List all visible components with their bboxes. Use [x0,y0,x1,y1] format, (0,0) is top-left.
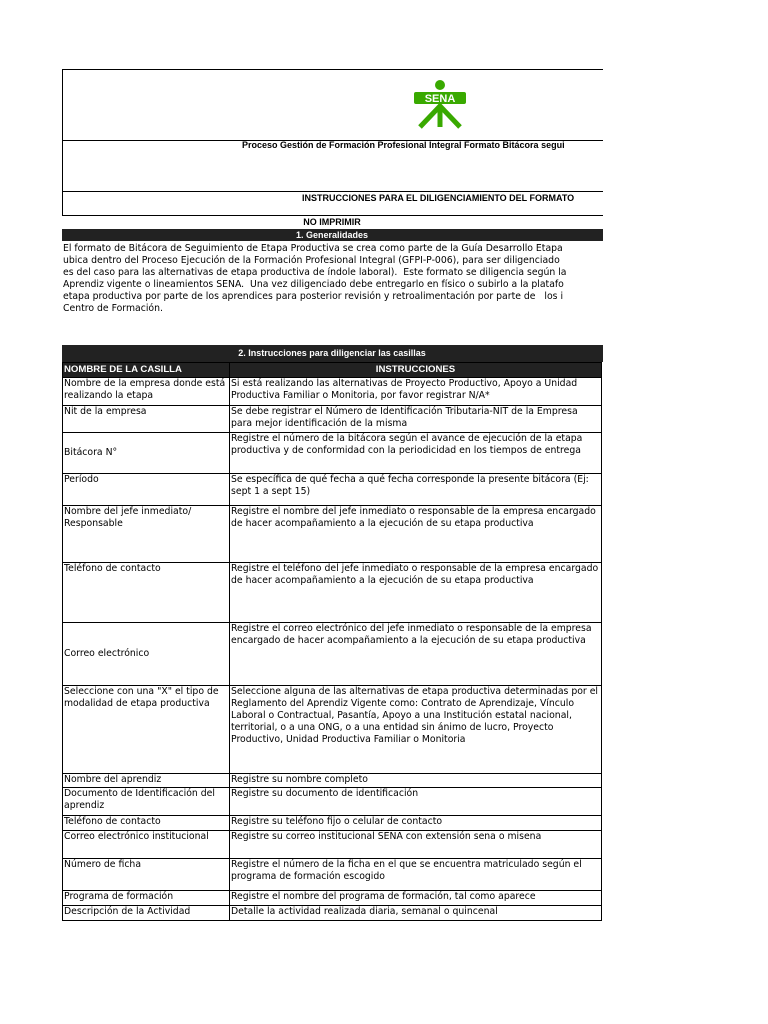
field-name-cell: Documento de Identificación del aprendiz [63,788,230,816]
table-row [63,433,602,474]
instruction-cell: Registre su documento de identificación [230,788,602,816]
logo-row [62,69,603,141]
table-header-row [63,363,602,378]
instruction-cell: Si está realizando las alternativas de Proyecto Productivo, Apoyo a Unidad Productiva Familiar o Monitoria, por favor registrar N/A* [230,378,602,406]
instruction-cell: Detalle la actividad realizada diaria, semanal o quincenal [230,906,602,921]
instruction-cell: Registre su teléfono fijo o celular de contacto [230,816,602,831]
instructions-table [62,362,602,921]
sena-logo [412,79,468,133]
instruction-cell: Se específica de qué fecha a qué fecha corresponde la presente bitácora (Ej: sept 1 a sept 15) [230,474,602,506]
field-name-cell: Teléfono de contacto [63,816,230,831]
generalidades-text [63,243,603,315]
section2-header [62,345,603,362]
generalidades-line: El formato de Bitácora de Seguimiento de Etapa Productiva se crea como parte de la Guía Desarrollo Etapa [63,243,563,254]
instruction-cell: Registre el nombre del programa de formación, tal como aparece [230,891,602,906]
field-name-cell: Período [63,474,230,506]
process-title: Proceso Gestión de Formación Profesional Integral Formato Bitácora segui [242,140,565,150]
table-row [63,816,602,831]
table-row [63,831,602,859]
instruction-cell: Registre su correo institucional SENA con extensión sena o misena [230,831,602,859]
table-row [63,378,602,406]
instruction-cell: Registre el nombre del jefe inmediato o responsable de la empresa encargado de hacer acompañamiento a la ejecución de su etapa productiva [230,506,602,563]
field-name-cell: Nombre de la empresa donde está realizando la etapa [63,378,230,406]
generalidades-line: Aprendiz vigente o lineamientos SENA. Una vez diligenciado debe entregarlo en físico o subirlo a la platafo [63,279,564,290]
table-row [63,774,602,788]
field-name-cell: Programa de formación [63,891,230,906]
instruction-cell: Registre el teléfono del jefe inmediato o responsable de la empresa encargado de hacer acompañamiento a la ejecución de su etapa productiva [230,563,602,623]
instruction-cell: Registre el número de la ficha en el que se encuentra matriculado según el programa de formación escogido [230,859,602,891]
table-row [63,623,602,686]
section1-header [62,229,603,241]
field-name-cell: Bitácora N° [63,433,230,474]
instruction-cell: Registre el correo electrónico del jefe inmediato o responsable de la empresa encargado de hacer acompañamiento a la ejecución de su etapa productiva [230,623,602,686]
table-row [63,506,602,563]
table-row [63,891,602,906]
section1-title: 1. Generalidades [295,230,369,240]
generalidades-line: ubica dentro del Proceso Ejecución de la Formación Profesional Integral (GFPI-P-006), para ser diligenciado [63,255,560,266]
field-name-cell: Nombre del aprendiz [63,774,230,788]
generalidades-line: es del caso para las alternativas de etapa productiva de índole laboral). Este formato se diligencia según la [63,267,567,278]
table-row [63,859,602,891]
table-row [63,788,602,816]
generalidades-line: etapa productiva por parte de los aprendices para posterior revisión y retroalimentación por parte de los i [63,291,564,302]
instruction-cell: Registre el número de la bitácora según el avance de ejecución de la etapa productiva y de conformidad con la periodicidad en los tiempos de entrega [230,433,602,474]
field-name-cell: Número de ficha [63,859,230,891]
instruction-cell: Registre su nombre completo [230,774,602,788]
table-row [63,406,602,433]
field-name-cell: Nombre del jefe inmediato/ Responsable [63,506,230,563]
field-name-cell: Correo electrónico institucional [63,831,230,859]
logo-text: SENA [424,93,456,105]
table-row [63,474,602,506]
field-name-cell: Correo electrónico [63,623,230,686]
column-header-name: NOMBRE DE LA CASILLA [63,363,230,378]
instructions-title: INSTRUCCIONES PARA EL DILIGENCIAMIENTO DEL FORMATO [302,193,575,203]
section2-title: 2. Instrucciones para diligenciar las casillas [238,348,426,358]
generalidades-line: Centro de Formación. [63,303,163,314]
column-header-instructions: INSTRUCCIONES [230,363,602,378]
field-name-cell: Descripción de la Actividad [63,906,230,921]
field-name-cell: Seleccione con una "X" el tipo de modalidad de etapa productiva [63,686,230,774]
table-row [63,563,602,623]
instruction-cell: Se debe registrar el Número de Identificación Tributaria-NIT de la Empresa para mejor identificación de la misma [230,406,602,433]
table-row [63,906,602,921]
field-name-cell: Teléfono de contacto [63,563,230,623]
instruction-cell: Seleccione alguna de las alternativas de etapa productiva determinadas por el Reglamento del Aprendiz Vigente como: Contrato de Aprendizaje, Vínculo Laboral o Contractual, Pasantía, Apoyo a una Institución estatal nacional, territorial, o a una ONG, o a una entidad sin ánimo de lucro, Proyecto Productivo, Unidad Productiva Familiar o Monitoria [230,686,602,774]
field-name-cell: Nit de la empresa [63,406,230,433]
no-print-label: NO IMPRIMIR [303,217,361,227]
table-row [63,686,602,774]
